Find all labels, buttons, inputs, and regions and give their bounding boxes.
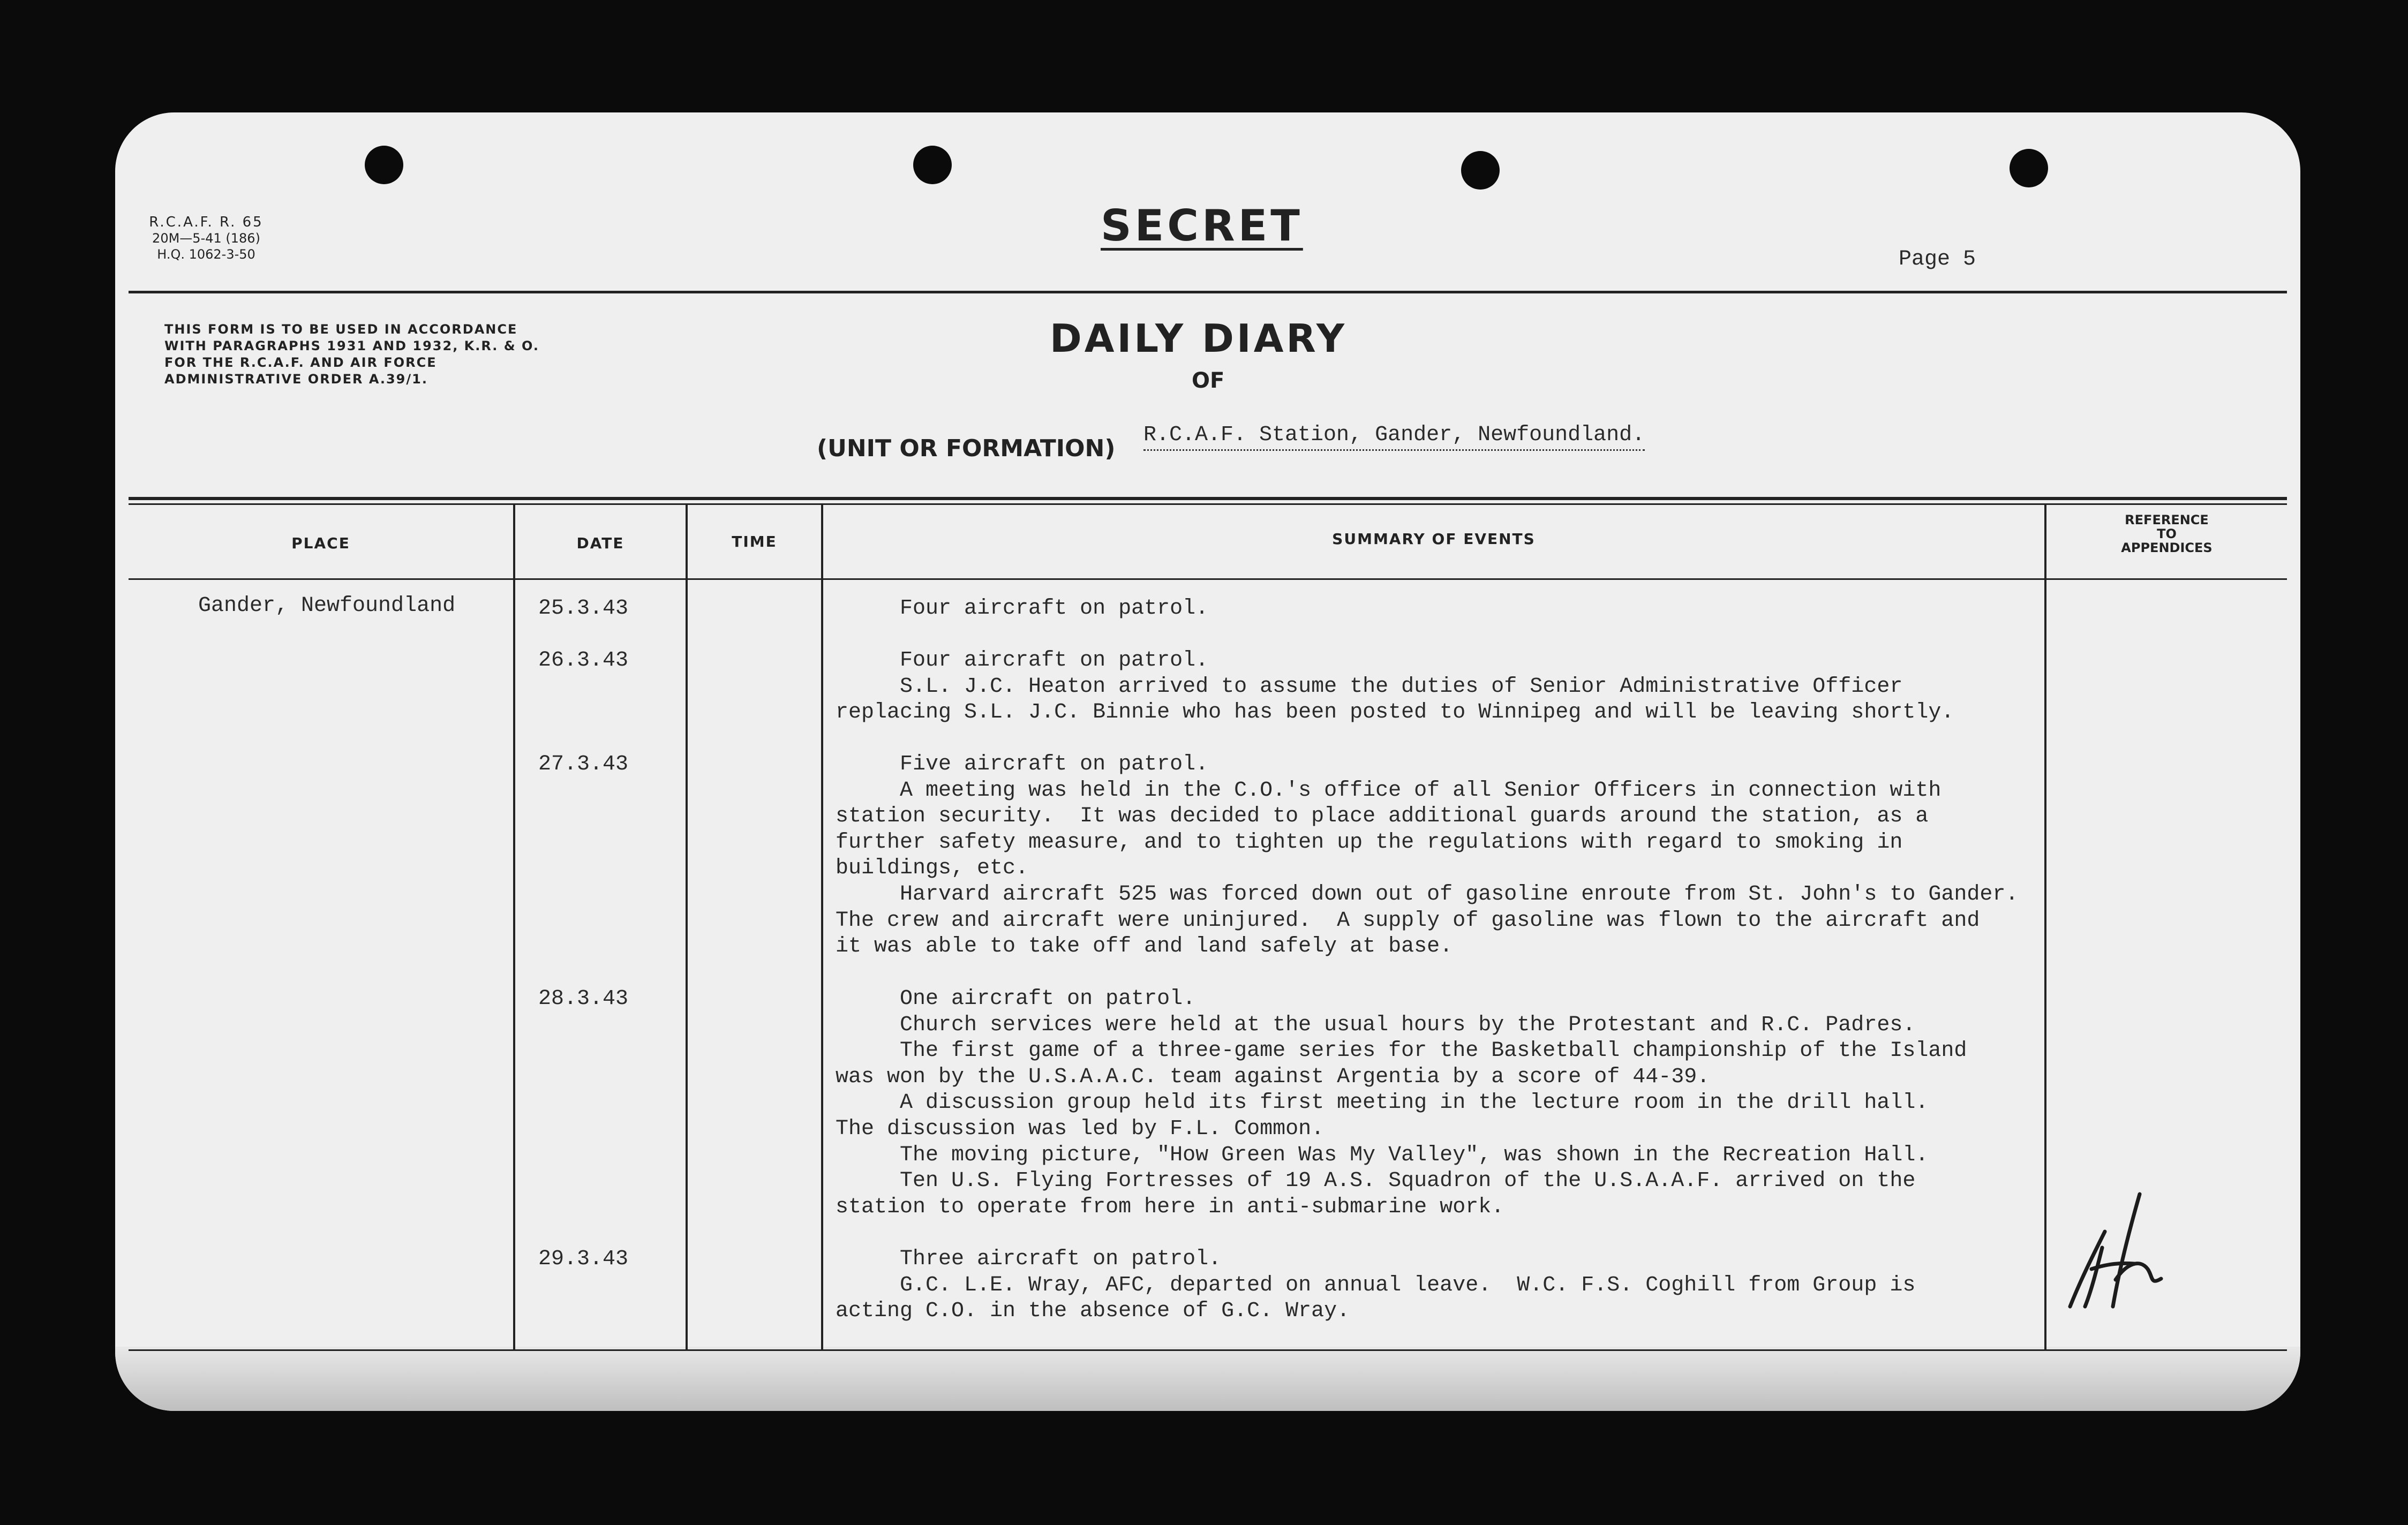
date-cell: 29.3.43 xyxy=(538,1247,629,1271)
form-code-line: 20M—5-41 (186) xyxy=(152,231,260,246)
summary-line: The first game of a three-game series for the Basketball championship of the Island xyxy=(836,1039,1967,1063)
date-cell: 25.3.43 xyxy=(538,597,629,621)
header-rule xyxy=(129,291,2287,293)
summary-line: The discussion was led by F.L. Common. xyxy=(836,1116,1325,1141)
table-top-rule xyxy=(129,503,2287,505)
date-cell: 26.3.43 xyxy=(538,648,629,673)
entry-summary xyxy=(836,986,1967,1220)
column-header-reference xyxy=(2046,513,2287,555)
entry-summary xyxy=(836,1247,1915,1325)
form-code-line: R.C.A.F. R. 65 xyxy=(149,214,264,230)
summary-line: further safety measure, and to tighten up the regulations with regard to smoking in xyxy=(836,830,1903,855)
unit-label: (UNIT OR FORMATION) xyxy=(817,435,1116,462)
unit-value: R.C.A.F. Station, Gander, Newfoundland. xyxy=(1143,423,1645,451)
summary-line: Harvard aircraft 525 was forced down out of gasoline enroute from St. John's to Gander. xyxy=(836,882,2019,907)
entry-summary xyxy=(836,648,1954,726)
column-divider xyxy=(686,503,688,1350)
punch-hole xyxy=(365,146,403,184)
column-header-reference-line: REFERENCE xyxy=(2125,512,2209,527)
diary-title: DAILY DIARY xyxy=(1050,316,1348,361)
date-cell: 27.3.43 xyxy=(538,752,629,776)
summary-line: The moving picture, "How Green Was My Valley", was shown in the Recreation Hall. xyxy=(836,1143,1929,1167)
summary-line: S.L. J.C. Heaton arrived to assume the duties of Senior Administrative Officer xyxy=(836,674,1903,699)
form-code xyxy=(142,214,270,262)
summary-line: Three aircraft on patrol. xyxy=(836,1247,1222,1271)
summary-line: A discussion group held its first meeting in the lecture room in the drill hall. xyxy=(836,1091,1929,1115)
column-header-rule xyxy=(129,578,2287,580)
summary-line: was won by the U.S.A.A.C. team against Argentia by a score of 44-39. xyxy=(836,1065,1710,1089)
table-top-rule xyxy=(129,497,2287,500)
date-cell: 28.3.43 xyxy=(538,987,629,1011)
page-number: Page 5 xyxy=(1899,247,1976,271)
summary-line: it was able to take off and land safely at base. xyxy=(836,934,1453,959)
column-header-summary: SUMMARY OF EVENTS xyxy=(1332,530,1536,548)
summary-line: One aircraft on patrol. xyxy=(836,987,1196,1011)
form-code-line: H.Q. 1062-3-50 xyxy=(157,247,255,262)
handwritten-initials xyxy=(2059,1183,2177,1323)
column-header-place: PLACE xyxy=(291,534,350,552)
column-header-time: TIME xyxy=(732,533,777,550)
summary-line: G.C. L.E. Wray, AFC, departed on annual leave. W.C. F.S. Coghill from Group is xyxy=(836,1273,1916,1297)
form-instructions: THIS FORM IS TO BE USED IN ACCORDANCE WITH PARAGRAPHS 1931 AND 1932, K.R. & O. FOR THE R.C.A.F. AND AIR FORCE ADMINISTRATIVE ORDER A.39/1. xyxy=(164,322,540,387)
punch-hole xyxy=(2010,149,2048,187)
of-label: OF xyxy=(1192,368,1225,393)
entry-summary xyxy=(836,596,1208,622)
entry-summary xyxy=(836,752,2018,960)
column-divider xyxy=(513,503,515,1350)
punch-hole xyxy=(913,146,952,184)
summary-line: replacing S.L. J.C. Binnie who has been posted to Winnipeg and will be leaving shortly. xyxy=(836,700,1954,725)
summary-line: The crew and aircraft were uninjured. A supply of gasoline was flown to the aircraft and xyxy=(836,908,1980,933)
summary-line: A meeting was held in the C.O.'s office of all Senior Officers in connection with xyxy=(836,778,1942,803)
column-header-reference-line: TO xyxy=(2157,526,2177,541)
summary-line: station to operate from here in anti-submarine work. xyxy=(836,1195,1504,1219)
diary-sheet xyxy=(115,112,2300,1411)
summary-line: buildings, etc. xyxy=(836,856,1029,881)
summary-line: Church services were held at the usual hours by the Protestant and R.C. Padres. xyxy=(836,1013,1916,1037)
punch-hole xyxy=(1461,151,1500,190)
summary-line: Four aircraft on patrol. xyxy=(836,648,1209,673)
summary-line: Five aircraft on patrol. xyxy=(836,752,1209,776)
column-header-date: DATE xyxy=(576,534,624,552)
column-header-reference-line: APPENDICES xyxy=(2121,540,2213,555)
table-bottom-rule xyxy=(129,1349,2287,1351)
column-divider xyxy=(2044,503,2046,1350)
summary-line: Ten U.S. Flying Fortresses of 19 A.S. Squadron of the U.S.A.A.F. arrived on the xyxy=(836,1169,1916,1194)
summary-line: Four aircraft on patrol. xyxy=(836,597,1209,621)
summary-line: acting C.O. in the absence of G.C. Wray. xyxy=(836,1299,1350,1324)
column-divider xyxy=(821,503,823,1350)
place-cell: Gander, Newfoundland xyxy=(198,594,456,618)
sheet-shadow xyxy=(115,1347,2300,1411)
summary-line: station security. It was decided to place additional guards around the station, as a xyxy=(836,804,1929,829)
classification-heading: SECRET xyxy=(1101,201,1303,251)
